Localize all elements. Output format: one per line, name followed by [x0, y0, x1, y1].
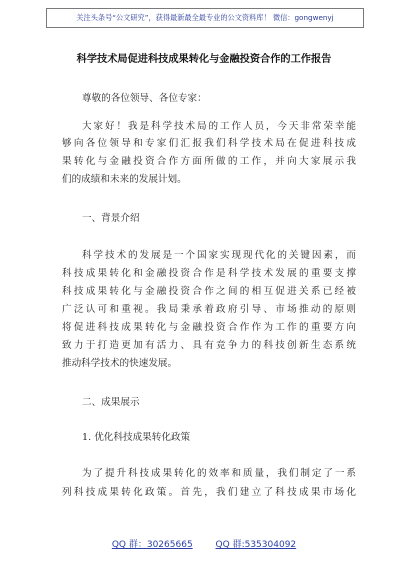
footer-qq-group-2[interactable]: QQ 群:535304092 — [215, 540, 297, 550]
footer-qq-group-1[interactable]: QQ 群：30265665 — [111, 540, 193, 550]
section1-line: 科技成果转化和金融投资合作是科学技术发展的重要支撑 — [62, 268, 356, 279]
header-banner: 关注头条号“公文研究”，获得最新最全最专业的公文资料库！ 微信：gongwenyj — [46, 8, 364, 28]
section1-line: 将促进科技成果转化与金融投资合作作为工作的重要方向 — [62, 322, 356, 333]
section1-line: 致力于打造更加有活力、具有竞争力的科技创新生态系统 — [62, 340, 356, 351]
section1-line: 广泛认可和重视。我局秉承着政府引导、市场推动的原则 — [62, 304, 356, 315]
subsection1-line: 为了提升科技成果转化的效率和质量，我们制定了一系 — [82, 468, 356, 479]
intro-line: 果转化与金融投资合作方面所做的工作，并向大家展示我 — [62, 156, 356, 167]
section1-line: 推动科学技术的快速发展。 — [62, 358, 178, 369]
intro-line: 大家好！我是科学技术局的工作人员，今天非常荣幸能 — [82, 121, 356, 132]
section1-line: 科技成果转化与金融投资合作之间的相互促进关系已经被 — [62, 286, 356, 297]
intro-line: 够向各位领导和专家们汇报我们科学技术局在促进科技成 — [62, 138, 356, 149]
section-heading-results: 二、成果展示 — [82, 397, 140, 408]
section-heading-background: 一、背景介绍 — [82, 213, 140, 224]
subsection-heading: 1. 优化科技成果转化政策 — [82, 432, 191, 443]
subsection1-line: 列科技成果转化政策。首先，我们建立了科技成果市场化 — [62, 487, 356, 498]
footer-contacts — [0, 537, 408, 550]
section1-line: 科学技术的发展是一个国家实现现代化的关键因素，而 — [82, 250, 356, 261]
salutation: 尊敬的各位领导、各位专家： — [82, 93, 207, 104]
intro-line: 们的成绩和未来的发展计划。 — [62, 174, 187, 185]
document-title: 科学技术局促进科技成果转化与金融投资合作的工作报告 — [76, 54, 332, 65]
